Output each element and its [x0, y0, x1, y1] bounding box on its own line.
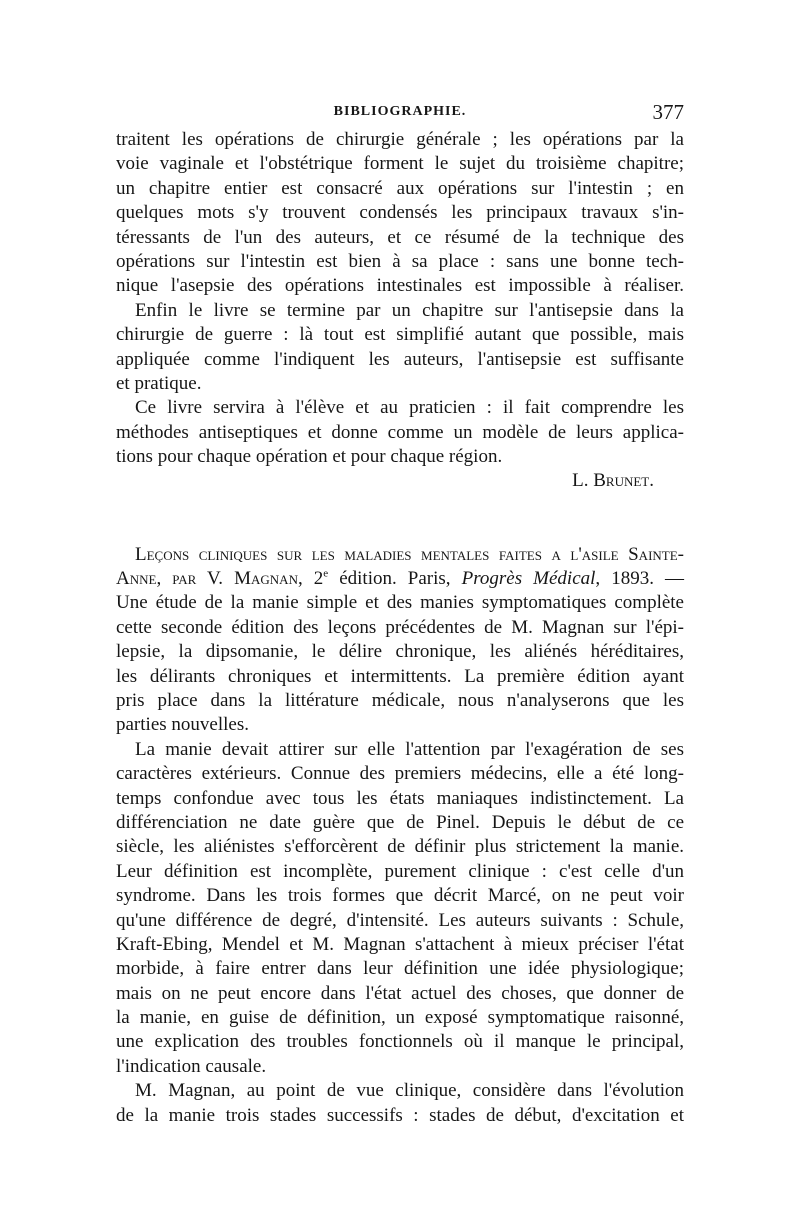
- edition-text: édition. Paris,: [328, 568, 462, 590]
- page-header: [116, 100, 684, 128]
- page-number: 377: [652, 100, 684, 124]
- text-line: une explication des troubles fonctionnels où il manque le principal,: [116, 1031, 684, 1053]
- section-chirurgie-review: [116, 128, 684, 494]
- edition-superscript: e: [323, 567, 329, 580]
- book-title-line: Leçons cliniques sur les maladies mentales faites a l'asile Sainte-: [135, 543, 684, 565]
- text-line: les délirants chroniques et intermittents. La première édition ayant: [116, 665, 684, 687]
- text-line: M. Magnan, au point de vue clinique, considère dans l'évolution: [135, 1080, 684, 1102]
- text-body: [116, 128, 684, 1128]
- text-line: et pratique.: [116, 372, 202, 394]
- text-line: de la manie trois stades successifs : stades de début, d'excitation et: [116, 1104, 684, 1126]
- text-line: appliquée comme l'indiquent les auteurs, l'antisepsie est suffisante: [116, 348, 684, 370]
- section-gap: [116, 494, 684, 518]
- section-gap: [116, 518, 684, 542]
- text-line: tions pour chaque opération et pour chaque région.: [116, 446, 503, 468]
- text-line: La manie devait attirer sur elle l'attention par l'exagération de ses: [135, 738, 684, 760]
- text-line: méthodes antiseptiques et donne comme un modèle de leurs applica-: [116, 421, 684, 443]
- text-line: nique l'asepsie des opérations intestinales est impossible à réaliser.: [116, 275, 684, 297]
- text-line: lepsie, la dipsomanie, le délire chronique, les aliénés héréditaires,: [116, 641, 684, 663]
- text-line: siècle, les aliénistes s'efforcèrent de définir plus strictement la manie.: [116, 836, 684, 858]
- text-line: différenciation ne date guère que de Pinel. Depuis le début de ce: [116, 811, 684, 833]
- text-line: l'indication causale.: [116, 1055, 267, 1077]
- publisher-name: Progrès Médical: [461, 568, 596, 590]
- text-line: parties nouvelles.: [116, 714, 249, 736]
- text-line: cette seconde édition des leçons précédentes de M. Magnan sur l'épi-: [116, 616, 684, 638]
- edition-number: , 2: [297, 568, 324, 590]
- text-line: opérations sur l'intestin est bien à sa place : sans une bonne tech-: [116, 250, 684, 272]
- text-line: la manie, en guise de définition, un exposé symptomatique raisonné,: [116, 1007, 684, 1029]
- text-line: qu'une différence de degré, d'intensité. Les auteurs suivants : Schule,: [116, 909, 684, 931]
- publication-year: , 1893. —: [595, 568, 685, 590]
- text-line: mais on ne peut encore dans l'état actuel des choses, que donner de: [116, 982, 684, 1004]
- text-line: Une étude de la manie simple et des manies symptomatiques complète: [116, 592, 684, 614]
- text-line: caractères extérieurs. Connue des premiers médecins, elle a été long-: [116, 763, 684, 785]
- book-citation-line: [116, 567, 684, 591]
- text-line: temps confondue avec tous les états maniaques indistinctement. La: [116, 787, 684, 809]
- section-magnan-review: [116, 543, 684, 1128]
- text-line: morbide, à faire entrer dans leur définition une idée physiologique;: [116, 958, 684, 980]
- running-title: BIBLIOGRAPHIE.: [333, 104, 467, 119]
- text-line: voie vaginale et l'obstétrique forment le sujet du troisième chapitre;: [116, 153, 684, 175]
- review-signature: L. Brunet.: [572, 470, 654, 492]
- text-line: quelques mots s'y trouvent condensés les principaux travaux s'in-: [116, 202, 684, 224]
- text-line: Ce livre servira à l'élève et au praticien : il fait comprendre les: [135, 397, 684, 419]
- text-line: un chapitre entier est consacré aux opérations sur l'intestin ; en: [116, 177, 684, 199]
- text-line: syndrome. Dans les trois formes que décrit Marcé, on ne peut voir: [116, 885, 684, 907]
- text-line: pris place dans la littérature médicale, nous n'analyserons que les: [116, 689, 684, 711]
- book-title-end: Anne, par V.: [116, 568, 224, 590]
- text-line: Enfin le livre se termine par un chapitre sur l'antisepsie dans la: [135, 299, 684, 321]
- text-line: téressants de l'un des auteurs, et ce résumé de la technique des: [116, 226, 684, 248]
- text-line: Kraft-Ebing, Mendel et M. Magnan s'attachent à mieux préciser l'état: [116, 933, 684, 955]
- text-line: Leur définition est incomplète, purement clinique : c'est celle d'un: [116, 860, 684, 882]
- author-name: Magnan: [234, 568, 298, 590]
- text-line: chirurgie de guerre : là tout est simplifié autant que possible, mais: [116, 324, 684, 346]
- text-line: traitent les opérations de chirurgie générale ; les opérations par la: [116, 129, 684, 150]
